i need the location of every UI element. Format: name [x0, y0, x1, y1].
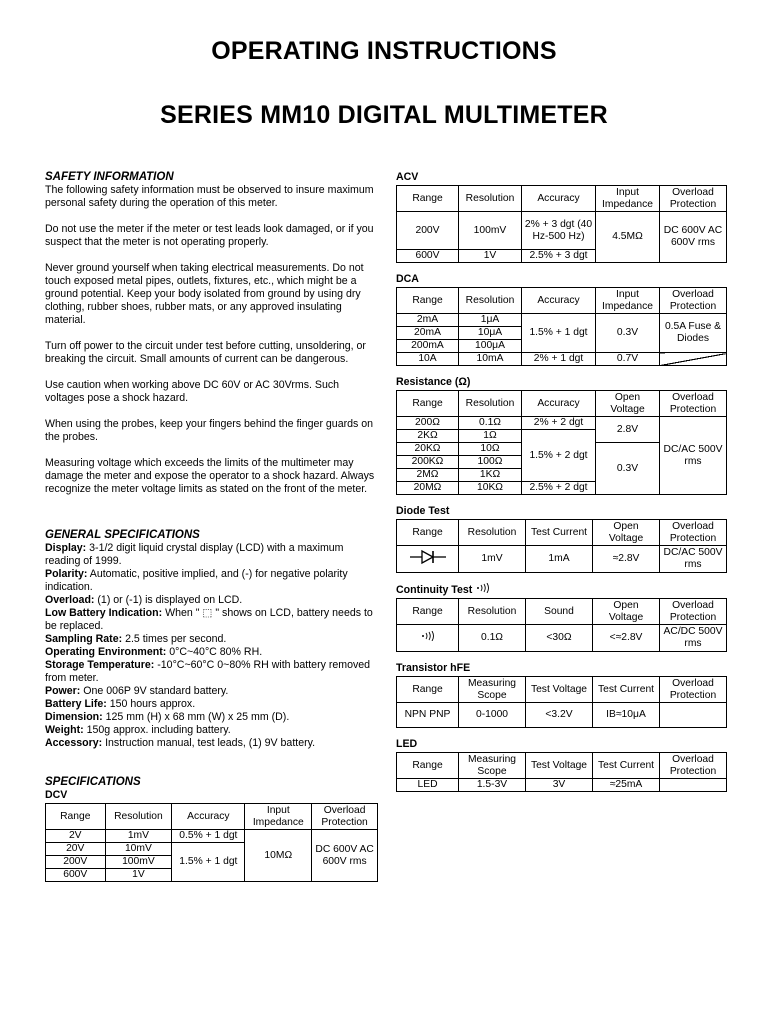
protection-cell: AC/DC 500V rms [660, 625, 727, 652]
range-cell: 2MΩ [397, 469, 459, 482]
test-current-cell: 1mA [526, 546, 593, 573]
voltage-cell: 0.3V [596, 443, 660, 495]
range-cell: 200Ω [397, 417, 459, 430]
accuracy-cell: 2.5% + 2 dgt [522, 482, 596, 495]
spec-label: Storage Temperature: [45, 659, 155, 671]
accuracy-cell: 1.5% + 1 dgt [172, 843, 245, 882]
safety-paragraph: Never ground yourself when taking electrical measurements. Do not touch exposed metal pipes, outlets, fixtures, etc., which might be a ground potential. Keep your body isolated from ground by using dry clothing, rubber shoes, rubber mats, or any approved insulating material. [45, 262, 364, 326]
spec-item [45, 659, 377, 685]
header-resolution: Resolution [459, 599, 526, 625]
resistance-title: Resistance (Ω) [396, 376, 471, 388]
resolution-cell: 1mV [105, 830, 172, 843]
spec-item [45, 568, 377, 594]
header-open-voltage: Open Voltage [596, 391, 660, 417]
safety-paragraph: Do not use the meter if the meter or test leads look damaged, or if you suspect that the meter is not operating properly. [45, 223, 374, 248]
header-resolution: Resolution [105, 804, 172, 830]
header-test-current: Test Current [593, 753, 660, 779]
general-specs-heading: GENERAL SPECIFICATIONS [45, 529, 200, 541]
test-voltage-cell: 3V [526, 779, 593, 792]
spec-text: (1) or (-1) is displayed on LCD. [94, 594, 243, 606]
safety-heading: SAFETY INFORMATION [45, 171, 174, 183]
spec-text: 0°C~40°C 80% RH. [166, 646, 263, 658]
resolution-cell: 1KΩ [459, 469, 522, 482]
range-cell: 20V [46, 843, 106, 856]
impedance-cell: 10MΩ [245, 830, 312, 882]
header-resolution: Resolution [459, 186, 522, 212]
header-overload-protection: Overload Protection [660, 288, 727, 314]
header-test-voltage: Test Voltage [526, 753, 593, 779]
header-accuracy: Accuracy [522, 186, 596, 212]
range-cell: 10A [397, 353, 459, 366]
empty-diagonal-cell [660, 353, 727, 366]
spec-label: Sampling Rate: [45, 633, 123, 645]
range-cell: 600V [397, 250, 459, 263]
header-range: Range [46, 804, 106, 830]
header-input-impedance: Input Impedance [596, 288, 660, 314]
dcv-table [45, 803, 378, 882]
header-resolution: Resolution [459, 520, 526, 546]
protection-cell: DC/AC 500V rms [660, 417, 727, 495]
range-cell: 2KΩ [397, 430, 459, 443]
sound-wave-icon [475, 583, 491, 597]
protection-cell: 0.5A Fuse & Diodes [660, 314, 727, 353]
header-resolution: Resolution [459, 391, 522, 417]
range-cell: 20mA [397, 327, 459, 340]
accuracy-cell: 2% + 2 dgt [522, 417, 596, 430]
acv-title: ACV [396, 171, 419, 183]
spec-text: -10°C~60°C 0~80% RH with battery removed from meter. [45, 659, 371, 684]
dca-title: DCA [396, 273, 419, 285]
header-overload-protection: Overload Protection [660, 677, 727, 703]
document-subtitle: SERIES MM10 DIGITAL MULTIMETER [160, 101, 608, 129]
resolution-cell: 100Ω [459, 456, 522, 469]
spec-text: When " ⬚ " shows on LCD, battery needs to be replaced. [45, 607, 373, 632]
specifications-heading: SPECIFICATIONS [45, 776, 141, 788]
protection-cell: DC 600V AC 600V rms [312, 830, 378, 882]
spec-label: Dimension: [45, 711, 103, 723]
accuracy-cell: 1.5% + 2 dgt [522, 430, 596, 482]
continuity-title-row [396, 583, 726, 597]
spec-item [45, 685, 377, 698]
spec-label: Overload: [45, 594, 95, 606]
header-range: Range [397, 599, 459, 625]
spec-item [45, 724, 377, 737]
test-current-cell: IB≈10μA [593, 703, 660, 728]
transistor-title: Transistor hFE [396, 662, 471, 674]
header-range: Range [397, 677, 459, 703]
header-accuracy: Accuracy [522, 391, 596, 417]
resolution-cell: 1μA [459, 314, 522, 327]
header-input-impedance: Input Impedance [245, 804, 312, 830]
spec-item [45, 698, 377, 711]
resolution-cell: 10mA [459, 353, 522, 366]
header-sound: Sound [526, 599, 593, 625]
impedance-cell: 0.7V [596, 353, 660, 366]
impedance-cell: 4.5MΩ [596, 212, 660, 263]
spec-label: Polarity: [45, 568, 88, 580]
led-title: LED [396, 738, 418, 750]
diode-symbol-icon [408, 549, 448, 569]
header-overload-protection: Overload Protection [660, 599, 727, 625]
resolution-cell: 10mV [105, 843, 172, 856]
range-cell: 200V [46, 856, 106, 869]
safety-paragraph: Use caution when working above DC 60V or AC 30Vrms. Such voltages pose a shock hazard. [45, 379, 340, 404]
protection-cell: DC 600V AC 600V rms [660, 212, 727, 263]
protection-cell: DC/AC 500V rms [660, 546, 727, 573]
voltage-cell: <≈2.8V [593, 625, 660, 652]
voltage-cell: 2.8V [596, 417, 660, 443]
safety-paragraph: The following safety information must be observed to insure maximum personal safety during the operation of this meter. [45, 184, 374, 209]
header-range: Range [397, 391, 459, 417]
spec-item [45, 711, 377, 724]
header-accuracy: Accuracy [522, 288, 596, 314]
accuracy-cell: 1.5% + 1 dgt [522, 314, 596, 353]
spec-item [45, 542, 377, 568]
left-column [45, 171, 377, 882]
accuracy-cell: 2% + 3 dgt (40 Hz-500 Hz) [522, 212, 596, 250]
spec-label: Power: [45, 685, 81, 697]
spec-label: Display: [45, 542, 87, 554]
header-open-voltage: Open Voltage [593, 599, 660, 625]
dcv-title: DCV [45, 789, 68, 801]
range-cell: 600V [46, 869, 106, 882]
header-range: Range [397, 186, 459, 212]
spec-label: Battery Life: [45, 698, 107, 710]
header-overload-protection: Overload Protection [312, 804, 378, 830]
scope-cell: 1.5-3V [459, 779, 526, 792]
accuracy-cell: 2% + 1 dgt [522, 353, 596, 366]
spec-text: 125 mm (H) x 68 mm (W) x 25 mm (D). [102, 711, 290, 723]
continuity-table [396, 598, 727, 652]
header-overload-protection: Overload Protection [660, 391, 727, 417]
header-input-impedance: Input Impedance [596, 186, 660, 212]
safety-paragraph: Measuring voltage which exceeds the limits of the multimeter may damage the meter and expose the operator to a shock hazard. Always recognize the meter voltage limits as stated on the front of the meter. [45, 457, 375, 495]
spec-item [45, 607, 377, 633]
resolution-cell: 0.1Ω [459, 625, 526, 652]
voltage-cell: ≈2.8V [593, 546, 660, 573]
spec-label: Weight: [45, 724, 84, 736]
spec-text: 150g approx. including battery. [83, 724, 231, 736]
spec-text: Instruction manual, test leads, (1) 9V battery. [102, 737, 316, 749]
spec-label: Accessory: [45, 737, 103, 749]
header-test-current: Test Current [526, 520, 593, 546]
accuracy-cell: 2.5% + 3 dgt [522, 250, 596, 263]
spec-item [45, 594, 377, 607]
diode-title: Diode Test [396, 505, 450, 517]
range-cell: 20MΩ [397, 482, 459, 495]
range-cell: 2V [46, 830, 106, 843]
header-measuring-scope: Measuring Scope [459, 677, 526, 703]
diode-table [396, 519, 727, 573]
acv-table [396, 185, 727, 263]
spec-item [45, 646, 377, 659]
header-resolution: Resolution [459, 288, 522, 314]
header-open-voltage: Open Voltage [593, 520, 660, 546]
range-cell: 20KΩ [397, 443, 459, 456]
spec-item [45, 737, 377, 750]
sound-cell: <30Ω [526, 625, 593, 652]
test-current-cell: ≈25mA [593, 779, 660, 792]
resolution-cell: 100mV [459, 212, 522, 250]
test-voltage-cell: <3.2V [526, 703, 593, 728]
accuracy-cell: 0.5% + 1 dgt [172, 830, 245, 843]
resolution-cell: 10Ω [459, 443, 522, 456]
header-overload-protection: Overload Protection [660, 520, 727, 546]
range-cell: 200V [397, 212, 459, 250]
spec-item [45, 633, 377, 646]
header-test-voltage: Test Voltage [526, 677, 593, 703]
range-cell: 200KΩ [397, 456, 459, 469]
dca-table [396, 287, 727, 366]
resolution-cell: 1Ω [459, 430, 522, 443]
header-test-current: Test Current [593, 677, 660, 703]
safety-paragraph: Turn off power to the circuit under test before cutting, unsoldering, or breaking the circuit. Small amounts of current can be dangerous. [45, 340, 366, 365]
led-table [396, 752, 727, 792]
spec-text: One 006P 9V standard battery. [80, 685, 229, 697]
right-column [396, 171, 726, 792]
range-cell: 200mA [397, 340, 459, 353]
resolution-cell: 100mV [105, 856, 172, 869]
range-cell: LED [397, 779, 459, 792]
header-range: Range [397, 753, 459, 779]
header-overload-protection: Overload Protection [660, 753, 727, 779]
sound-wave-icon [420, 631, 436, 645]
resolution-cell: 10μA [459, 327, 522, 340]
scope-cell: 0-1000 [459, 703, 526, 728]
spec-text: 3-1/2 digit liquid crystal display (LCD) with a maximum reading of 1999. [45, 542, 344, 567]
header-measuring-scope: Measuring Scope [459, 753, 526, 779]
spec-text: Automatic, positive implied, and (-) for negative polarity indication. [45, 568, 348, 593]
impedance-cell: 0.3V [596, 314, 660, 353]
header-overload-protection: Overload Protection [660, 186, 727, 212]
protection-cell [660, 779, 727, 792]
transistor-table [396, 676, 727, 728]
resolution-cell: 1V [459, 250, 522, 263]
resolution-cell: 0.1Ω [459, 417, 522, 430]
range-cell: 2mA [397, 314, 459, 327]
range-cell [397, 625, 459, 652]
range-cell: NPN PNP [397, 703, 459, 728]
protection-cell [660, 703, 727, 728]
spec-label: Low Battery Indication: [45, 607, 163, 619]
resistance-table [396, 390, 727, 495]
spec-label: Operating Environment: [45, 646, 167, 658]
header-range: Range [397, 288, 459, 314]
resolution-cell: 1mV [459, 546, 526, 573]
header-accuracy: Accuracy [172, 804, 245, 830]
spec-text: 2.5 times per second. [122, 633, 227, 645]
continuity-title: Continuity Test [396, 584, 473, 596]
header-range: Range [397, 520, 459, 546]
resolution-cell: 100μA [459, 340, 522, 353]
resolution-cell: 1V [105, 869, 172, 882]
resolution-cell: 10KΩ [459, 482, 522, 495]
range-cell [397, 546, 459, 573]
document-title: OPERATING INSTRUCTIONS [211, 37, 557, 65]
safety-paragraph: When using the probes, keep your fingers behind the finger guards on the probes. [45, 418, 374, 443]
spec-text: 150 hours approx. [106, 698, 196, 710]
